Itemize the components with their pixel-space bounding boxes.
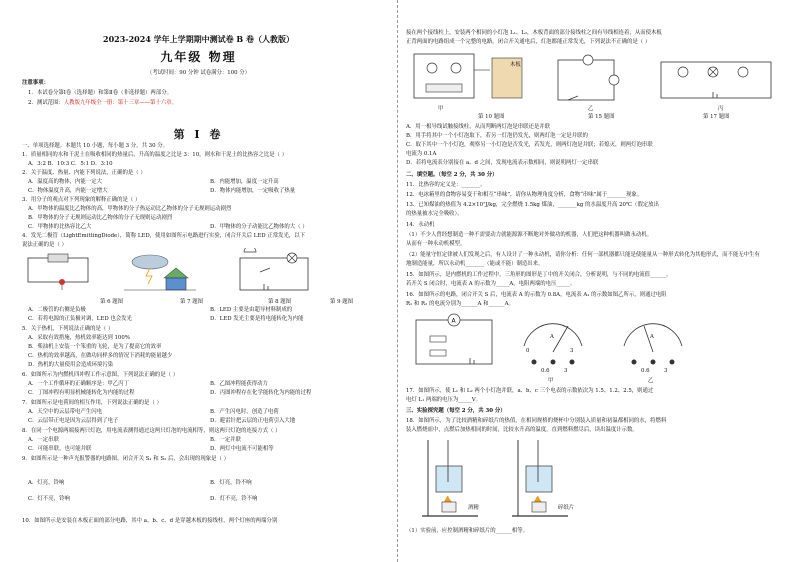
meter-1-range: 3 xyxy=(564,368,568,374)
label-jia: 甲 xyxy=(438,106,444,112)
option-cont: 电流为 0.1A xyxy=(406,151,437,157)
question-17-cont: 电灯 L₁ 两端的电压为_____V。 xyxy=(406,397,482,403)
figure-17-caption: 第 17 题图 xyxy=(703,114,730,120)
question-17: 17．如图所示，使 L₁ 和 L₂ 两个小灯泡并联，a、b、c 三个电表的示数依次为 1.5、1.2、2.5，则通过 xyxy=(406,388,654,394)
option: A．甲物体的温度比乙物体的高，甲物体的分子热运动比乙物体的分子无规则运动剧烈 xyxy=(28,206,232,212)
option: A．温度高的物体，内能一定大 xyxy=(28,179,102,185)
meter-2-label: A xyxy=(650,334,654,340)
question-10: 10．如图所示是安装在木板正面的部分电路，其中 a、b、c、d 是穿越木板的接线柱，两个灯座的两端分别 xyxy=(22,518,278,524)
option: C．丁图冲程有明显机械能转化为内能的过程 xyxy=(28,390,135,396)
q10-text-2: 正背两面的电路组成一个完整的电路。闭合开关通电后，灯泡都能正常发光，下列说法不正确的是（ ） xyxy=(406,39,651,45)
figure-10-caption: 第 10 题图 xyxy=(478,114,505,120)
option: D．灯不亮，铃不响 xyxy=(210,496,258,502)
option: A．用一根导线试触接线柱，从而判断两灯泡是串联还是并联 xyxy=(406,124,551,130)
question-16-cont: R₁ 和 R₂ 的电流分别为______A 和______A。 xyxy=(406,301,514,307)
option: C．热机的效率越高，在做功同样多的情况下消耗的能量越少 xyxy=(28,353,173,359)
option: B．柴油机上安装一个笨重的飞轮，是为了提高它的效率 xyxy=(28,344,162,350)
question-14-2: （2）能量守恒定律被人们发现之后，有人设计了一种永动机，请你分析：任何一部机器都只能是使能量从一种形式转化为其他形式，而不能无中生有 xyxy=(406,252,760,258)
question-16: 16．如图所示的电路，闭合开关 S 后，电流表 A 的示数为 0.8A，电流表 A₁ 的示数如图乙所示，则通过电阻 xyxy=(406,292,667,298)
question-5: 5．关于热机，下列说法正确的是（ ） xyxy=(22,326,114,332)
label-bing: 丙 xyxy=(718,106,724,112)
option: B．灯亮，铃不响 xyxy=(210,480,252,486)
question-18-1: （1）实验前，应控制酒精和碎纸片的______相等。 xyxy=(406,528,529,534)
meter-1-tick: 3 xyxy=(570,348,574,354)
meter-1-tick: 0 xyxy=(526,348,530,354)
question-13-cont: 的热量被水完全吸收）。 xyxy=(406,211,463,217)
question-2: 2．关于温度、热量、内能下列说法，正确的是（ ） xyxy=(22,170,146,176)
right-column xyxy=(397,0,794,562)
option: A．一个工作循环的正确顺序是：甲乙丙丁 xyxy=(28,381,129,387)
option: C．取下其中一个小灯泡，观察另一小灯泡是否发光，若发光，则两灯泡是并联；若熄灭，则两灯泡串联 xyxy=(406,142,653,148)
question-8: 8．在同一个电源两端接两只灯泡，用电流表测得通过这两只灯泡的电流相等，则这两只灯泡的连接方式（ ） xyxy=(22,428,281,434)
notes-title: 注意事项： xyxy=(22,80,49,86)
section-three-heading: 三、实验探究题（每空 2 分，共 30 分） xyxy=(406,408,506,414)
meter-1-label: A xyxy=(550,334,554,340)
question-14-1: （1）不少人曾经想制造一种不需要动力就能源源不断地对外做功的机器，人们把这种机器叫做永动机。 xyxy=(406,232,653,238)
question-12: 12．电冰箱里的食物容易变干和相互“串味”，请你从物理角度分析，食物“串味”属于_______现象。 xyxy=(406,192,643,198)
option: C．甲物体的比热容比乙大 xyxy=(28,224,92,230)
figure-8-caption: 第 8 题图 xyxy=(268,299,292,305)
exam-title: 2023-2024 学年上学期期中测试卷 B 卷（人教版） xyxy=(103,34,294,44)
section-two-heading: 二、填空题。（每空 2 分，共 30 分） xyxy=(406,172,498,178)
option: D．丙图冲程存在化学能转化为内能的过程 xyxy=(210,390,312,396)
board-label: 木板 xyxy=(510,62,521,68)
meter-2-range: 3 xyxy=(664,368,668,374)
question-1: 1．质量相同的水和干泥土在吸收相同的热量后，升高的温度之比是 3：10，则水和干泥土的比热容之比是（ ） xyxy=(22,152,288,158)
figure-6-led-circuit xyxy=(22,252,102,294)
option: D．避雷针把云层的正电荷引入大地 xyxy=(210,418,296,424)
figure-10-board-circuit xyxy=(410,50,530,112)
option: A．一定串联 xyxy=(28,437,59,443)
figure-6-caption: 第 6 题图 xyxy=(100,299,124,305)
option: C．云层带正电是因为云层得到了电子 xyxy=(28,418,119,424)
question-4: 4．发光二极管（LightEmittingDiode），简称 LED，使用如图所示电路进行实验，闭合开关后 LED 正常发光，以下 xyxy=(22,233,306,239)
option: C．物体温度升高，内能一定增大 xyxy=(28,188,108,194)
option: B．内能增加，温度一定升高 xyxy=(210,179,279,185)
ammeter-jia xyxy=(518,312,588,370)
figure-9-caption: 第 9 题图 xyxy=(330,299,354,305)
svg-text:A: A xyxy=(451,317,456,325)
option: B．乙图冲程能获得动力 xyxy=(210,381,268,387)
question-14-2-cont: 地制造能量，所以永动机_______（能或不能）制造出来。 xyxy=(406,261,544,267)
option: B．用手将其中一个小灯泡取下，若另一灯泡仍发光，则两灯泡一定是并联的 xyxy=(406,133,588,139)
option: B．甲物体的分子无规则运动比乙物体的分子无规则运动剧烈 xyxy=(28,215,173,221)
figure-17-circuit xyxy=(653,52,783,108)
paper-label: 碎纸片 xyxy=(558,505,575,511)
note-1: 1．本试卷分第Ⅰ卷（选择题）和第Ⅱ卷（非选择题）两部分。 xyxy=(28,90,172,96)
subject-title: 九年级 物理 xyxy=(160,50,237,64)
meter-yi-label: 乙 xyxy=(648,378,654,384)
meter-2-range: 0.6 xyxy=(641,368,650,374)
meter-1-range: 0.6 xyxy=(541,368,550,374)
option: D．若将电流表分别接在 a、d 之间，发现电流表示数相同，则说明两灯一定串联 xyxy=(406,160,599,166)
question-15-cont: 若开关 S 闭合时，电流表 A 的示数为_____A，电阻两端的电压_____。 xyxy=(406,281,576,287)
figure-15-caption: 第 15 题图 xyxy=(588,114,615,120)
option: C．可能串联，也可能并联 xyxy=(28,446,92,452)
question-14-1-cont: 从而有一种永动机模型。 xyxy=(406,241,466,247)
note-2: 2．测试范围：人教版九年级全一册：第十三章——第十六章。 xyxy=(28,100,177,106)
option: A．灯亮，铃响 xyxy=(28,480,65,486)
question-6: 6．如图所示为内燃机四冲程工作示意图，下列说法正确的是（ ） xyxy=(22,372,179,378)
option: B．一定并联 xyxy=(210,437,241,443)
question-1-options: A．3:2 B．10:3 C．5:1 D．3:10 xyxy=(28,161,113,167)
question-4-cont: 说法正确的是（ ） xyxy=(22,242,67,248)
figure-15-circuit xyxy=(548,52,628,108)
exam-meta: （考试时间：90 分钟 试卷满分：100 分） xyxy=(146,70,251,76)
figure-7-caption: 第 7 题图 xyxy=(180,299,204,305)
question-18: 18．如图所示，为了比较酒精和碎纸片的热值，在相同规格的烧杯中分别装入质量和初温都相同的水，将燃料 xyxy=(406,418,667,424)
question-3: 3．用分子的观点对下列现象的解释正确的是（ ） xyxy=(22,197,141,203)
option: A．二极管的右侧是负极 xyxy=(28,307,86,313)
q10-text-1: 接在两个接线柱上，安装两个相同的小灯泡 L₁、L₂，木板背面的部分接线柱之间有导线相连着，从而使木板 xyxy=(406,30,662,36)
option: D．热机的大量使用会造成环境污染 xyxy=(28,362,114,368)
option: D．LED 发光主要是将电能转化为内能 xyxy=(210,316,304,322)
label-yi: 乙 xyxy=(588,106,594,112)
figure-16-circuit xyxy=(410,312,500,372)
option: A．天空中的云层带电产生闪电 xyxy=(28,409,102,415)
option: B．产生闪电时，创造了电荷 xyxy=(210,409,279,415)
option: C．若将电源的正负极对调，LED 也会发光 xyxy=(28,316,132,322)
ammeter-yi xyxy=(618,312,688,370)
question-14: 14．永动机 xyxy=(406,222,435,228)
alcohol-label: 酒精 xyxy=(468,505,479,511)
figure-7-house-lightning xyxy=(120,252,200,294)
meter-jia-label: 甲 xyxy=(548,378,554,384)
option: A．采取有效措施，热机效率能达到 100% xyxy=(28,335,130,341)
question-11: 11．比热容的定义是：_______。 xyxy=(406,182,486,188)
option: D．甲物体的分子动能比乙物体的大（ ） xyxy=(210,224,308,230)
question-7: 7．如图所示是电荷间的相互作用，下列说法正确的是（ ） xyxy=(22,400,162,406)
question-9: 9．如图所示是一种声光报警器的电路图，闭合开关 S₁ 和 S₂ 后，会出现的现象是（ ） xyxy=(22,456,229,462)
option: D．两灯中电流不可能相等 xyxy=(210,446,274,452)
question-15: 15．如图所示，是内燃机的工作过程中，三角形的图形是丁中的开关闭合，分析说明，与不同的电流值______。 xyxy=(406,272,672,278)
option: D．物体内能增加，一定吸收了热量 xyxy=(210,188,296,194)
part-one-heading: 第 Ⅰ 卷 xyxy=(173,128,224,141)
question-13: 13．已知煤油的热值为 4.2×10⁷J/kg，完全燃烧 1.5kg 煤油，_______kg 的水温度升高 20℃（假定放出 xyxy=(406,202,659,208)
section-intro: 一、单项选择题。本题共 10 小题，每小题 3 分，共 30 分。 xyxy=(22,143,169,149)
option: B．LED 主要是由超导材料制成的 xyxy=(210,307,293,313)
question-18-cont: 装入燃烧皿中，点燃后加热相同的时间，比较水升高的温度，直到燃料燃尽后，读出温度计示数。 xyxy=(406,427,638,433)
option: C．灯不亮，铃响 xyxy=(28,496,70,502)
figure-9-alarm-circuit xyxy=(230,248,320,296)
